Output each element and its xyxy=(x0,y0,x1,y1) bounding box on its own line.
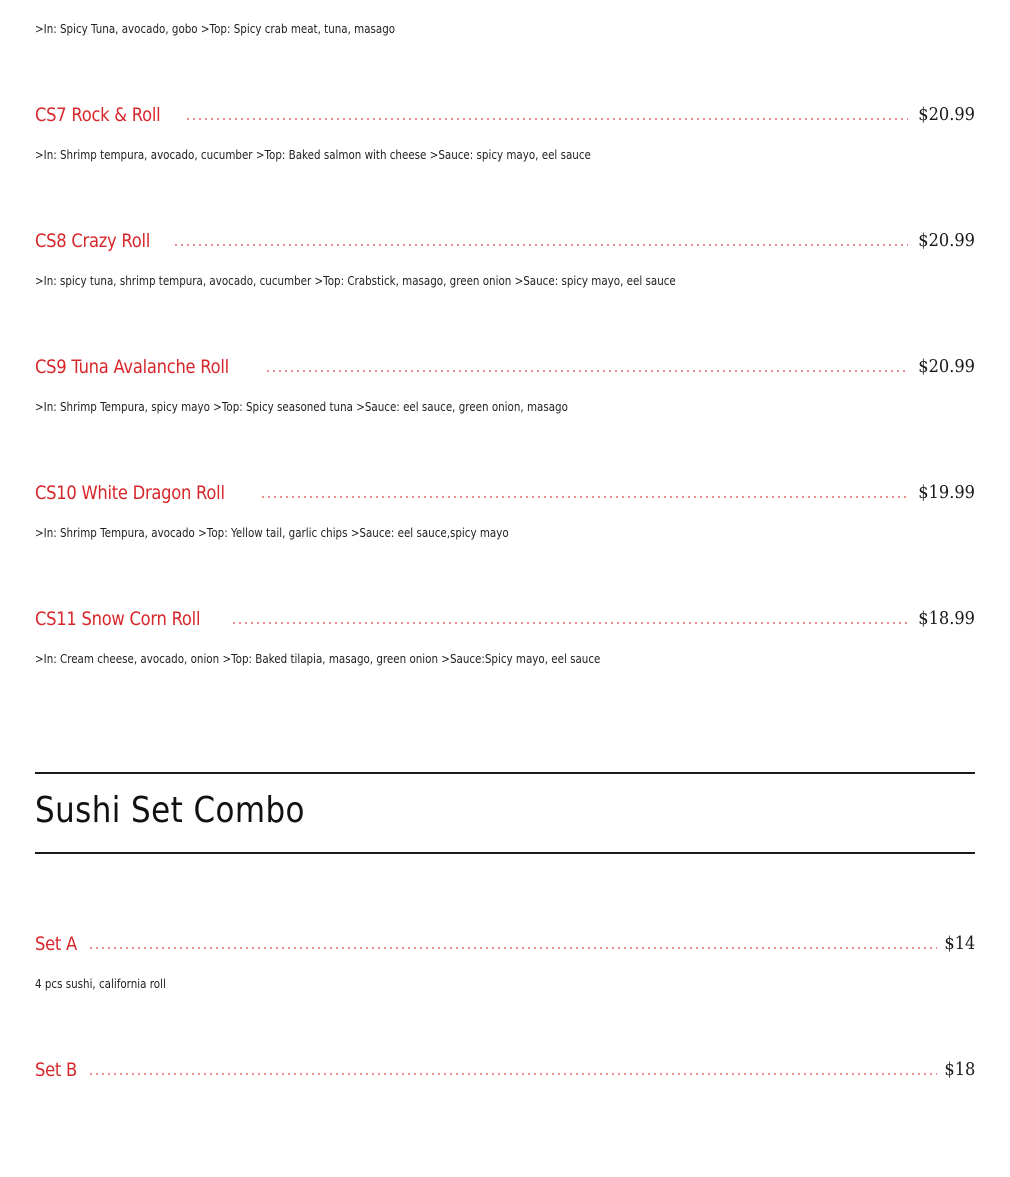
rolls-list xyxy=(35,96,975,726)
dotted-leader xyxy=(231,622,908,624)
menu-item-price: $20.99 xyxy=(918,104,975,125)
menu-item-description: >In: Cream cheese, avocado, onion >Top: Baked tilapia, masago, green onion >Sauce:Spicy mayo, eel sauce xyxy=(35,652,601,666)
menu-item-name: Set B xyxy=(35,1059,77,1081)
menu-item xyxy=(35,925,975,1051)
menu-item-header xyxy=(35,222,975,252)
menu-item xyxy=(35,600,975,726)
menu-item-description: >In: spicy tuna, shrimp tempura, avocado, cucumber >Top: Crabstick, masago, green onion >Sauce: spicy mayo, eel sauce xyxy=(35,274,676,288)
menu-item-name: CS8 Crazy Roll xyxy=(35,230,151,252)
dotted-leader xyxy=(173,244,908,246)
section-title: Sushi Set Combo xyxy=(35,790,305,831)
menu-item-header xyxy=(35,925,975,955)
menu-item-header xyxy=(35,96,975,126)
menu-item-price: $20.99 xyxy=(918,356,975,377)
sets-list xyxy=(35,925,975,1177)
menu-item-header xyxy=(35,1051,975,1081)
menu-item-price: $20.99 xyxy=(918,230,975,251)
menu-item xyxy=(35,96,975,222)
menu-item xyxy=(35,1051,975,1177)
menu-item-header xyxy=(35,600,975,630)
menu-item-price: $19.99 xyxy=(918,482,975,503)
menu-item-name: Set A xyxy=(35,933,77,955)
menu-item xyxy=(35,222,975,348)
menu-item-description: >In: Shrimp tempura, avocado, cucumber >Top: Baked salmon with cheese >Sauce: spicy mayo, eel sauce xyxy=(35,148,591,162)
menu-item-description: >In: Shrimp Tempura, avocado >Top: Yellow tail, garlic chips >Sauce: eel sauce,spicy mayo xyxy=(35,526,509,540)
menu-item-name: CS11 Snow Corn Roll xyxy=(35,608,201,630)
menu-item-description: >In: Spicy Tuna, avocado, gobo >Top: Spicy crab meat, tuna, masago xyxy=(35,22,396,36)
menu-item-name: CS10 White Dragon Roll xyxy=(35,482,225,504)
dotted-leader xyxy=(265,370,908,372)
menu-item-description: >In: Shrimp Tempura, spicy mayo >Top: Spicy seasoned tuna >Sauce: eel sauce, green onion, masago xyxy=(35,400,568,414)
dotted-leader xyxy=(260,496,908,498)
menu-item-price: $18.99 xyxy=(918,608,975,629)
menu-item-price: $14 xyxy=(944,933,975,954)
menu-item-description: 4 pcs sushi, california roll xyxy=(35,977,166,991)
menu-item xyxy=(35,474,975,600)
dotted-leader xyxy=(185,118,908,120)
menu-item-name: CS7 Rock & Roll xyxy=(35,104,161,126)
dotted-leader xyxy=(88,1073,937,1075)
menu-item xyxy=(35,348,975,474)
menu-item-header xyxy=(35,474,975,504)
menu-item-price: $18 xyxy=(944,1059,975,1080)
menu-item-header xyxy=(35,348,975,378)
menu-item-name: CS9 Tuna Avalanche Roll xyxy=(35,356,229,378)
dotted-leader xyxy=(88,947,937,949)
section-header xyxy=(35,772,975,854)
